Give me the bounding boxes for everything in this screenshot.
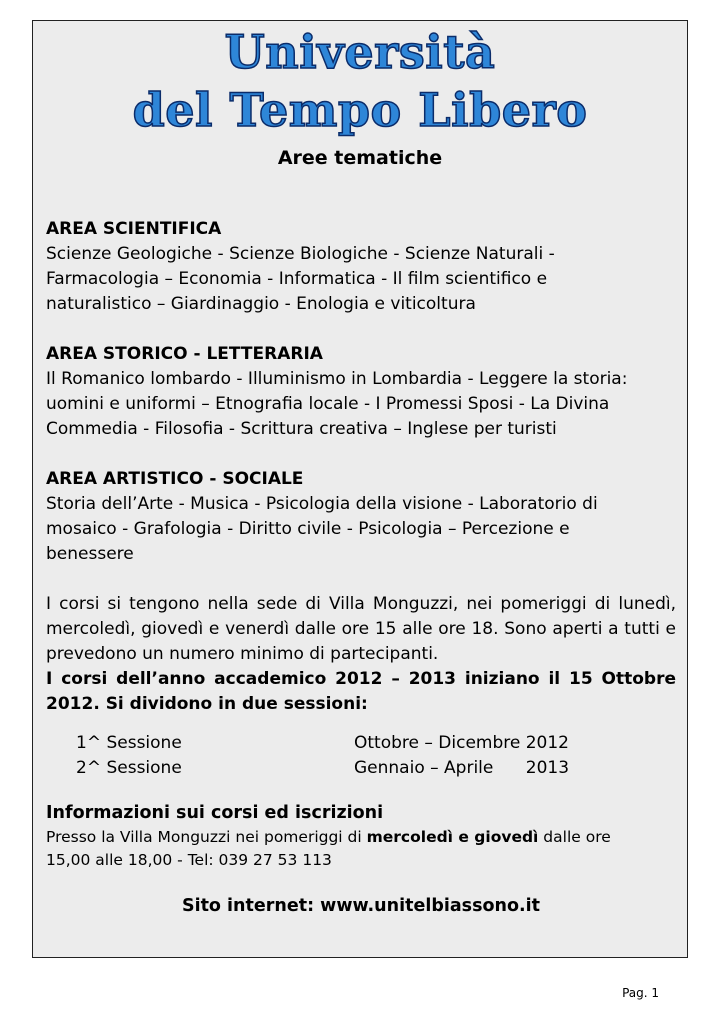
session-dates: Ottobre – Dicembre 2012 bbox=[354, 733, 569, 753]
session-name: 2^ Sessione bbox=[76, 758, 182, 778]
area-line: uomini e uniformi – Etnografia locale - I Promessi Sposi - La Divina bbox=[46, 394, 610, 414]
session-row bbox=[76, 731, 676, 756]
area-storico-letteraria bbox=[46, 342, 676, 442]
website-line: Sito internet: www.unitelbiassono.it bbox=[181, 896, 541, 916]
info-text-line2: 15,00 alle 18,00 - Tel: 039 27 53 113 bbox=[46, 851, 332, 869]
page-number: Pag. 1 bbox=[622, 986, 659, 1000]
area-line: Scienze Geologiche - Scienze Biologiche - Scienze Naturali - bbox=[46, 244, 555, 264]
area-scientifica bbox=[46, 217, 676, 317]
sessions-list bbox=[46, 731, 676, 781]
session-name: 1^ Sessione bbox=[76, 733, 182, 753]
area-title: AREA ARTISTICO - SOCIALE bbox=[46, 469, 304, 489]
info-text bbox=[46, 826, 676, 872]
content bbox=[46, 217, 676, 919]
info-text-part2: dalle ore bbox=[538, 828, 611, 846]
flyer-frame bbox=[32, 20, 688, 958]
courses-info: I corsi si tengono nella sede di Villa Monguzzi, nei pomeriggi di lunedì, mercoledì, giovedì e venerdì dalle ore 15 alle ore 18. Sono aperti a tutti e prevedono un numero minimo di partecipanti. bbox=[46, 594, 676, 664]
area-title: AREA STORICO - LETTERARIA bbox=[46, 344, 323, 364]
area-line: naturalistico – Giardinaggio - Enologia e viticoltura bbox=[46, 294, 476, 314]
area-line: Commedia - Filosofia - Scrittura creativa – Inglese per turisti bbox=[46, 419, 557, 439]
academic-year-info: I corsi dell’anno accademico 2012 – 2013 iniziano il 15 Ottobre 2012. Si dividono in due sessioni: bbox=[46, 669, 676, 714]
session-dates: Gennaio – Aprile 2013 bbox=[354, 758, 570, 778]
area-artistico-sociale bbox=[46, 467, 676, 567]
area-title: AREA SCIENTIFICA bbox=[46, 219, 222, 239]
info-text-bold-days: mercoledì e giovedì bbox=[366, 828, 539, 846]
area-line: Farmacologia – Economia - Informatica - Il film scientifico e bbox=[46, 269, 548, 289]
area-line: benessere bbox=[46, 544, 134, 564]
area-line: mosaico - Grafologia - Diritto civile - Psicologia – Percezione e bbox=[46, 519, 570, 539]
subtitle: Aree tematiche bbox=[277, 147, 443, 169]
info-text-part1: Presso la Villa Monguzzi nei pomeriggi di bbox=[46, 828, 367, 846]
info-title: Informazioni sui corsi ed iscrizioni bbox=[46, 803, 384, 823]
area-line: Il Romanico lombardo - Illuminismo in Lombardia - Leggere la storia: bbox=[46, 369, 628, 389]
area-line: Storia dell’Arte - Musica - Psicologia della visione - Laboratorio di bbox=[46, 494, 598, 514]
title-line-2: del Tempo Libero bbox=[132, 83, 588, 137]
title-line-1: Università bbox=[224, 25, 496, 79]
session-row bbox=[76, 756, 676, 781]
